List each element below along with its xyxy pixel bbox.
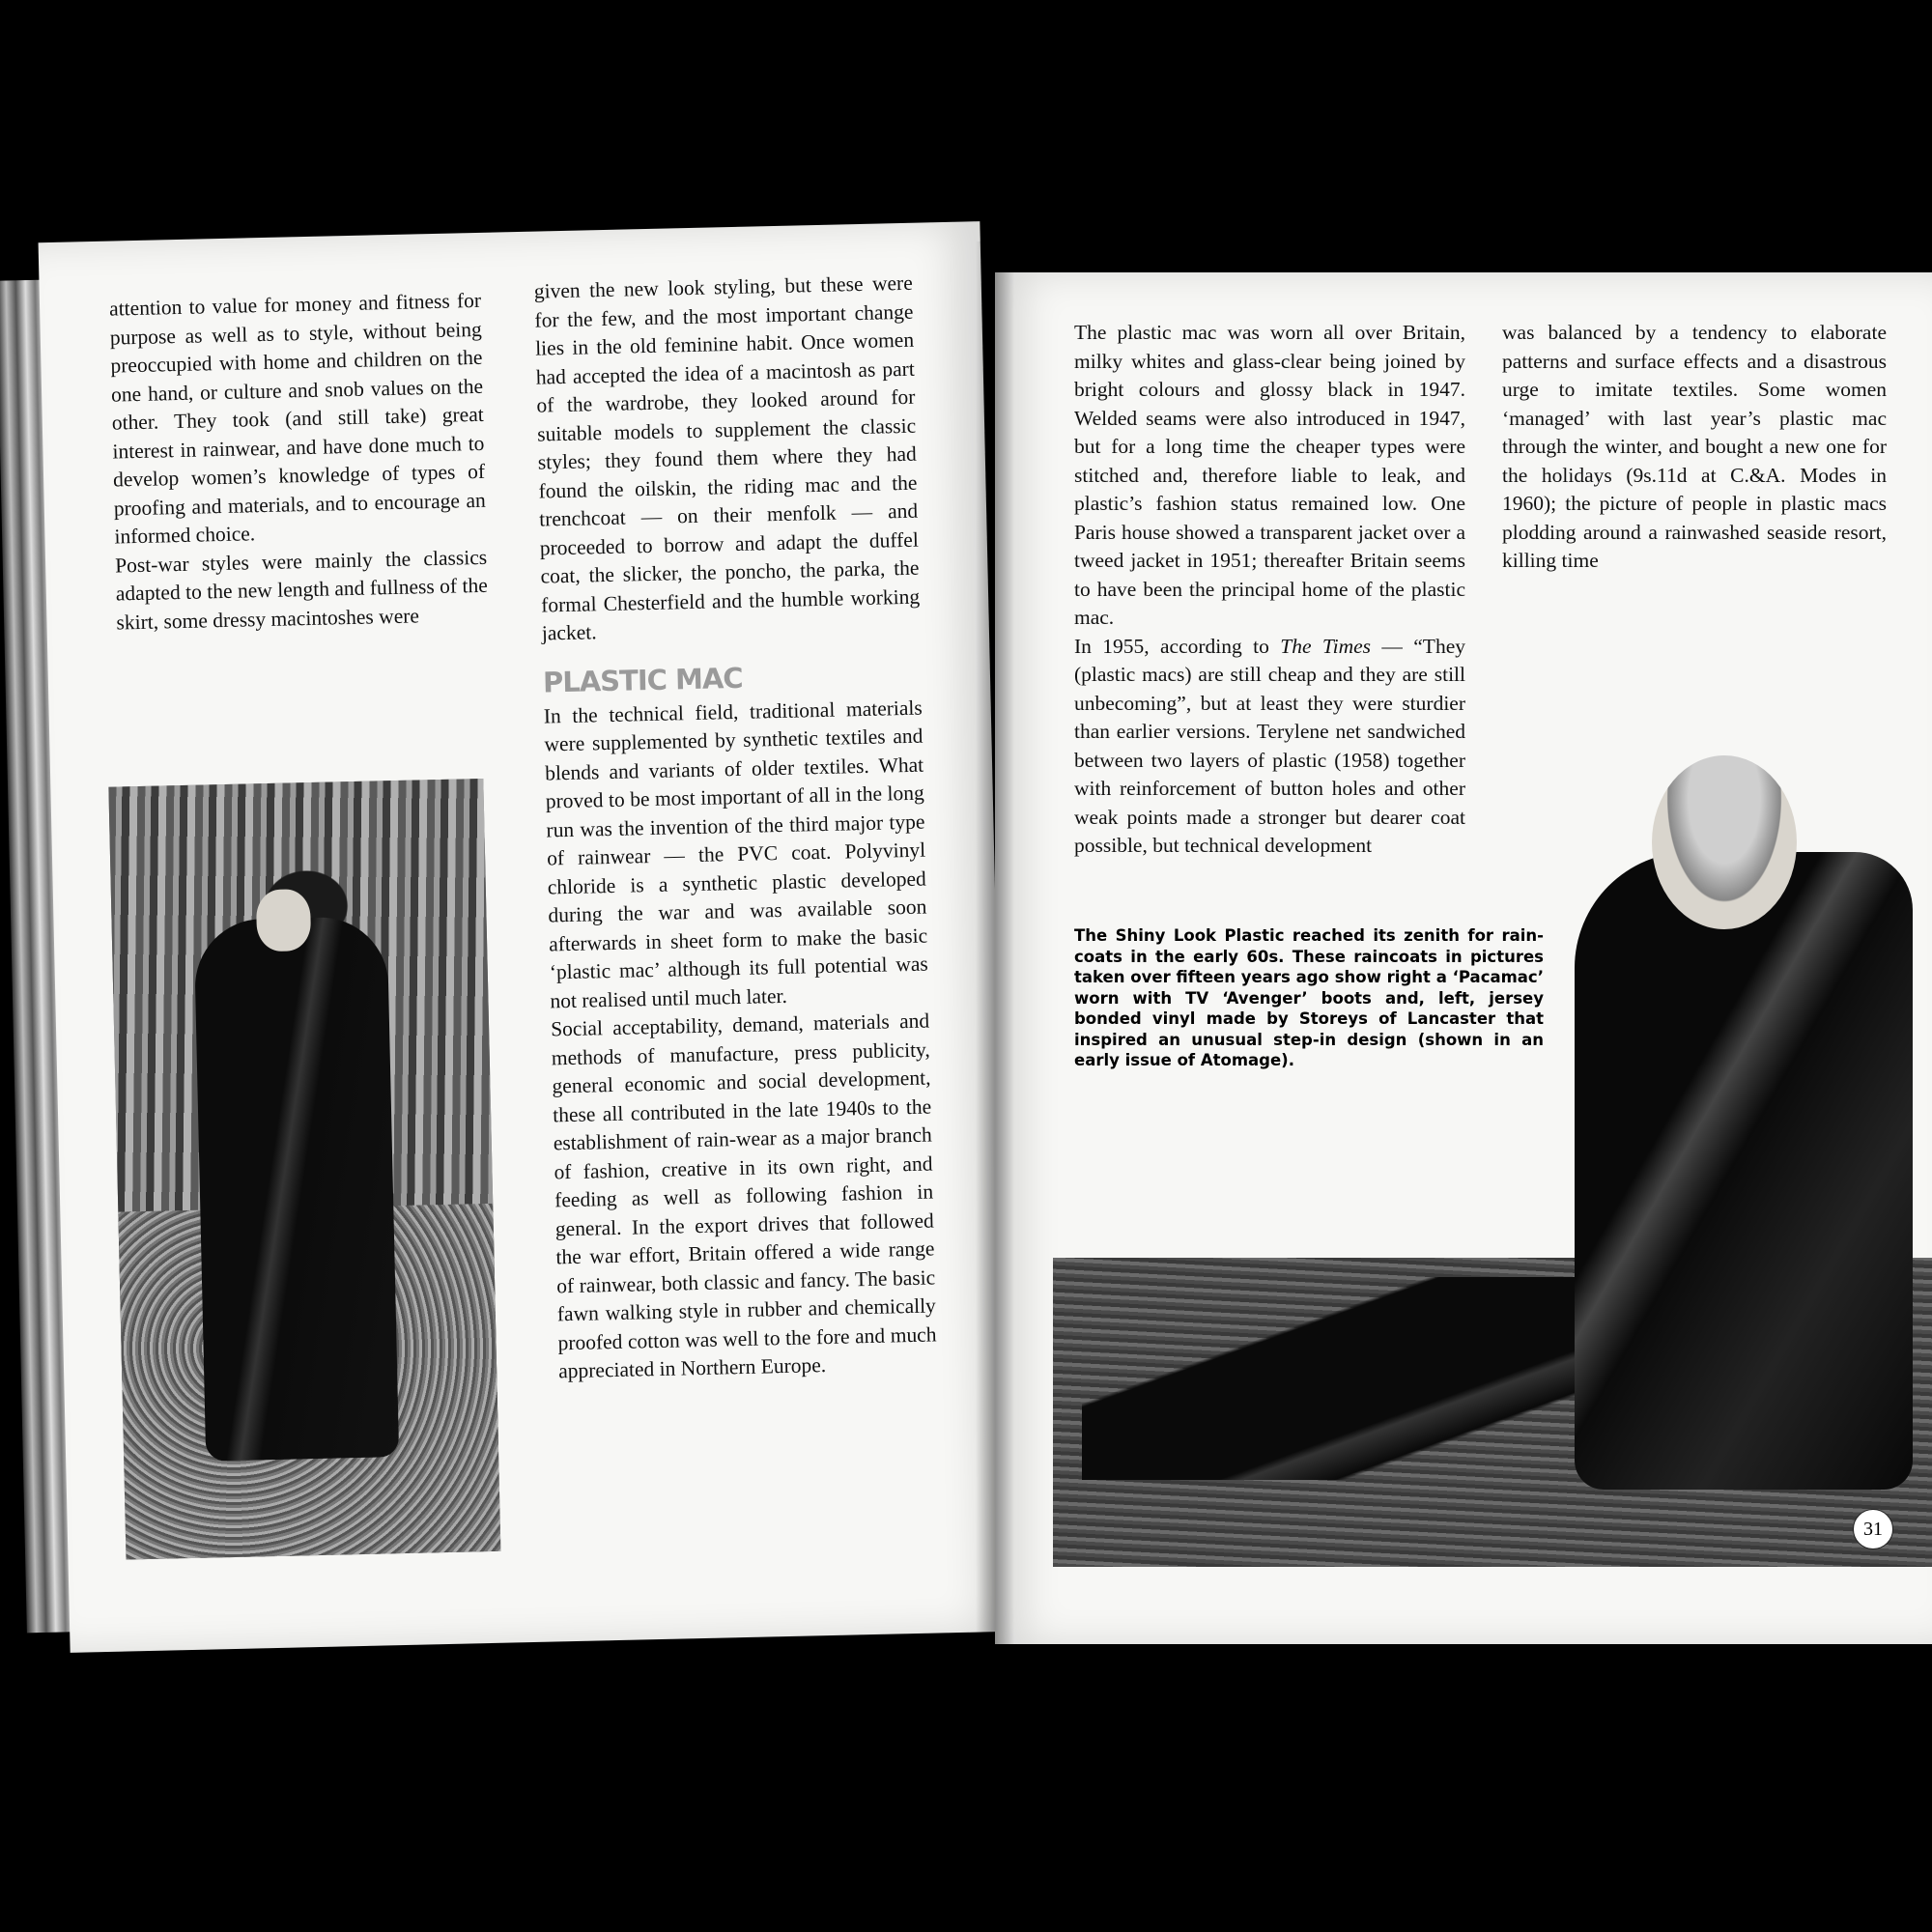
paragraph: [1074, 633, 1465, 861]
section-heading: PLASTIC MAC: [542, 661, 743, 699]
paragraph: Social acceptability, demand, materials and methods of manufacture, press publicity, general economic and social development, these all contributed in the late 1940s to the establishment of rain-wear as a major branch of fashion, creative in its own right, and feeding as well as following fashion in general. In the export drives that followed the war effort, Britain offered a wide range of rainwear, both classic and fancy. The basic fawn walking style in rubber and chemically proofed cotton was well to the fore and much appreciated in Northern Europe.: [550, 1009, 937, 1383]
paragraph-rest: — “They (plastic macs) are still cheap and they are still unbecoming”, but at least they were sturdier than earlier versions. Terylene net sandwiched between two layers of plastic (1958) together with reinforcement of button holes and other weak points made a stronger but dearer coat possible, but technical development: [1074, 634, 1465, 857]
publication-title: The Times: [1280, 634, 1372, 658]
page-number: 31: [1853, 1509, 1893, 1549]
left-column-2: [534, 270, 938, 1386]
figure-face: [256, 889, 311, 952]
right-column-2: [1502, 319, 1887, 576]
paragraph: attention to value for money and fitness for purpose as well as to style, without being preoccupied with home and children on the one hand, or culture and snob values on the other. They took (and still take) great interest in rainwear, and have done much to develop women’s knowledge of types of proofing and materials, and to encourage an informed choice.: [108, 288, 486, 549]
bouffant-head: [1652, 755, 1797, 929]
right-page: [995, 272, 1932, 1644]
paragraph: Post-war styles were mainly the classics adapted to the new length and fullness of the skirt, some dressy macintoshes were: [114, 545, 488, 635]
photo-caption: The Shiny Look Plastic reached its zenith for rain-coats in the early 60s. These raincoats in pictures taken over fifteen years ago show right a ‘Pacamac’ worn with TV ‘Avenger’ boots and, left, jersey bonded vinyl made by Storeys of Lancaster that inspired an unusual step-in design (shown in an early issue of Atomage).: [1074, 926, 1544, 1069]
left-page: [39, 221, 1012, 1653]
binding-gutter: [976, 242, 1014, 1652]
paragraph: In the technical field, traditional materials were supplemented by synthetic textiles and blends and variants of older textiles. What proved to be most important of all in the long run was the invention of the third major type of rainwear — the PVC coat. Polyvinyl chloride is a synthetic plastic developed during the war and was available soon afterwards in sheet form to make the basic ‘plastic mac’ although its full potential was not realised until much later.: [543, 696, 929, 1012]
paragraph: was balanced by a tendency to elaborate patterns and surface effects and a disastrous urge to imitate textiles. Some women ‘managed’ with last year’s plastic mac through the winter, and bought a new one for the holidays (9s.11d at C.&A. Modes in 1960); the picture of people in plastic macs plodding around a rainwashed seaside resort, killing time: [1502, 321, 1887, 572]
seated-woman-pvc-coat: [1575, 852, 1913, 1490]
left-column-1: [109, 287, 489, 638]
paragraph: The plastic mac was worn all over Britain, milky whites and glass-clear being joined by bright colours and glossy black in 1947. Welded seams were also introduced in 1947, but for a long time the cheaper types were stitched and, therefore liable to leak, and plastic’s fashion status remained low. One Paris house showed a transparent jacket over a tweed jacket in 1951; thereafter Britain seems to have been the principal home of the plastic mac.: [1074, 321, 1465, 629]
right-column-1: [1074, 319, 1465, 861]
woman-in-pvc-raincoat-photo: [108, 779, 500, 1560]
paragraph-start: In 1955, according to: [1074, 634, 1281, 658]
raincoat-figure: [194, 916, 400, 1461]
paragraph: given the new look styling, but these were for the few, and the most important change lies in the old feminine habit. Once women had accepted the idea of a macintosh as part of the wardrobe, they looked around for suitable models to supplement the classic styles; they found them where they had found the oilskin, the riding mac and the trenchcoat — on their menfolk — and proceeded to borrow and adapt the duffel coat, the slicker, the poncho, the parka, the formal Chesterfield and the humble working jacket.: [533, 270, 921, 645]
